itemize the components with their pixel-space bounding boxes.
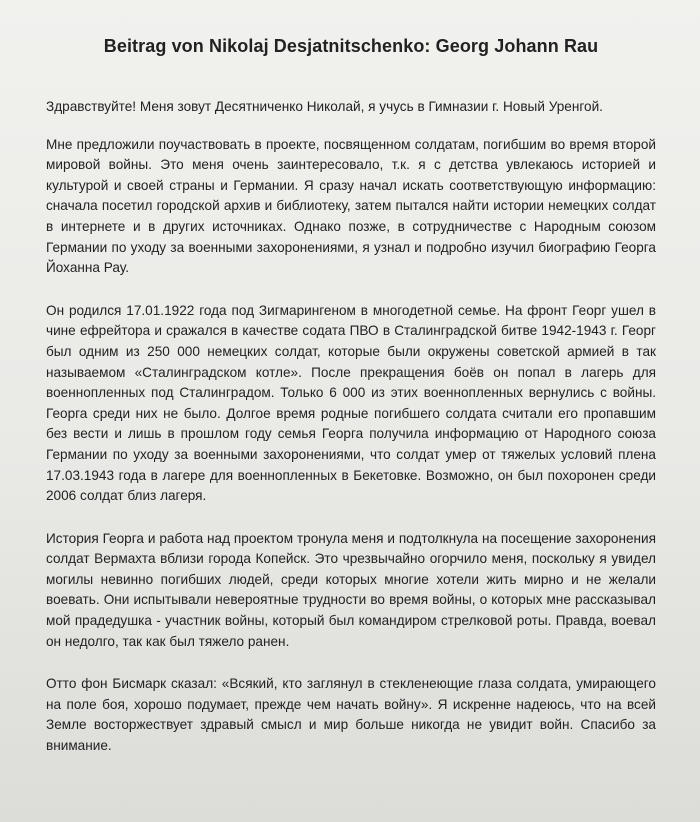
paragraph-reflection: История Георга и работа над проектом тронула меня и подтолкнула на посещение захоронения солдат Вермахта вблизи города Копейск. Это чрезвычайно огорчило меня, поскольку я увидел могилы невинно погибших людей, среди которых многие хотели жить мирно и не желали воевать. Они испытывали невероятные трудности во время войны, о которых мне рассказывал мой прадедушка - участник войны, который был командиром стрелковой роты. Правда, воевал он недолго, так как был тяжело ранен.	[46, 530, 656, 649]
document-title: Beitrag von Nikolaj Desjatnitschenko: Georg Johann Rau	[103, 36, 599, 56]
paragraph-closing: Отто фон Бисмарк сказал: «Всякий, кто заглянул в стекленеющие глаза солдата, умирающего на поле боя, хорошо подумает, прежде чем начать войну». Я искренне надеюсь, что на всей Земле восторжествует здравый смысл и мир больше никогда не увидит войн. Спасибо за внимание.	[46, 676, 656, 754]
paragraph-project: Мне предложили поучаствовать в проекте, посвященном солдатам, погибшим во время второй мировой войны. Это меня очень заинтересовало, т.к. я с детства увлекаюсь историей и культурой и своей страны и Германии. Я сразу начал искать соответствующую информацию: сначала посетил городской архив и библиотеку, затем пытался найти истории немецких солдат в интернете и в других источниках. Однако позже, в сотрудничестве с Народным союзом Германии по уходу за военными захоронениями, я узнал и подробно изучил биографию Георга Йоханна Рау.	[46, 136, 656, 276]
paragraph-greeting: Здравствуйте! Меня зовут Десятниченко Николай, я учусь в Гимназии г. Новый Уренгой.	[46, 99, 603, 114]
paragraph-biography: Он родился 17.01.1922 года под Зигмарингеном в многодетной семье. На фронт Георг ушел в чине ефрейтора и сражался в качестве содата ПВО в Сталинградской битве 1942-1943 г. Георг был одним из 250 000 немецких солдат, которые были окружены советской армией в так называемом «Сталинградском котле». После прекращения боёв он попал в лагерь для военнопленных под Сталинградом. Только 6 000 из этих военнопленных вернулись с войны. Георга среди них не было. Долгое время родные погибшего солдата считали его пропавшим без вести и лишь в прошлом году семья Георга получила информацию от Народного союза Германии по уходу за военными захоронениями, что солдат умер от тяжелых условий плена 17.03.1943 года в лагере для военнопленных в Бекетовке. Возможно, он был похоронен среди 2006 солдат близ лагеря.	[46, 302, 656, 504]
